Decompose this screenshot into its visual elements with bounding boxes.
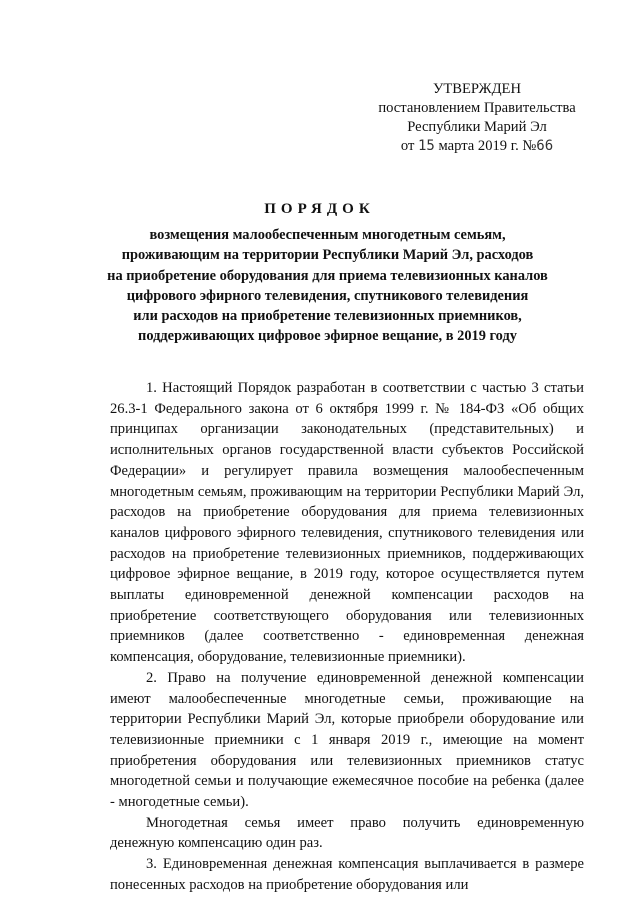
- approval-stamp: [362, 80, 592, 156]
- paragraph-2-note: Многодетная семья имеет право получить единовременную денежную компенсацию один раз.: [110, 814, 584, 852]
- subtitle-line: возмещения малообеспеченным многодетным семьям,: [149, 227, 506, 243]
- document-title: ПОРЯДОК: [264, 201, 375, 217]
- date-text: марта 2019 г. №: [438, 138, 537, 154]
- date-day: 15: [417, 138, 435, 154]
- subtitle-line: на приобретение оборудования для приема телевизионных каналов: [107, 267, 548, 284]
- document-subtitle: [100, 225, 555, 347]
- paragraph-2: 2. Право на получение единовременной денежной компенсации имеют малообеспеченные многодетные семьи, проживающие на территории Республики Марий Эл, которые приобрели оборудование или телевизионные приемники с 1 января 2019 г., имеющие на момент приобретения оборудования или телевизионных приемников статус многодетной семьи и получающие ежемесячное пособие на ребенка (далее - многодетные семьи).: [110, 669, 584, 811]
- date-prefix: от: [400, 138, 415, 154]
- document-body: [110, 378, 584, 896]
- subtitle-line: цифрового эфирного телевидения, спутникового телевидения: [126, 287, 529, 304]
- approval-line-2: Республики Марий Эл: [407, 119, 547, 135]
- subtitle-line: поддерживающих цифровое эфирное вещание, в 2019 году: [138, 328, 517, 345]
- subtitle-line: или расходов на приобретение телевизионных приемников,: [133, 308, 522, 325]
- approval-line-1: постановлением Правительства: [378, 100, 576, 116]
- document-number: 66: [536, 138, 554, 154]
- paragraph-1: 1. Настоящий Порядок разработан в соответствии с частью 3 статьи 26.3-1 Федерального закона от 6 октября 1999 г. № 184-ФЗ «Об общих принципах организации законодательных (представительных) и исполнительных органов государственной власти субъектов Российской Федерации» и регулирует правила возмещения малообеспеченным многодетным семьям, проживающим на территории Республики Марий Эл, расходов на приобретение оборудования для приема телевизионных каналов цифрового эфирного телевидения, спутникового телевидения или расходов на приобретение телевизионных приемников, поддерживающих цифровое эфирное вещание, в 2019 году, которое осуществляется путем выплаты единовременной денежной компенсации расходов на приобретение соответствующего оборудования или телевизионных приемников (далее соответственно - единовременная денежная компенсация, оборудование, телевизионные приемники).: [110, 380, 584, 666]
- approved-label: УТВЕРЖДЕН: [433, 81, 521, 97]
- subtitle-line: проживающим на территории Республики Марий Эл, расходов: [121, 247, 534, 264]
- approval-date-line: [362, 137, 592, 156]
- paragraph-3: 3. Единовременная денежная компенсация выплачивается в размере понесенных расходов на приобретение оборудования или: [110, 856, 584, 893]
